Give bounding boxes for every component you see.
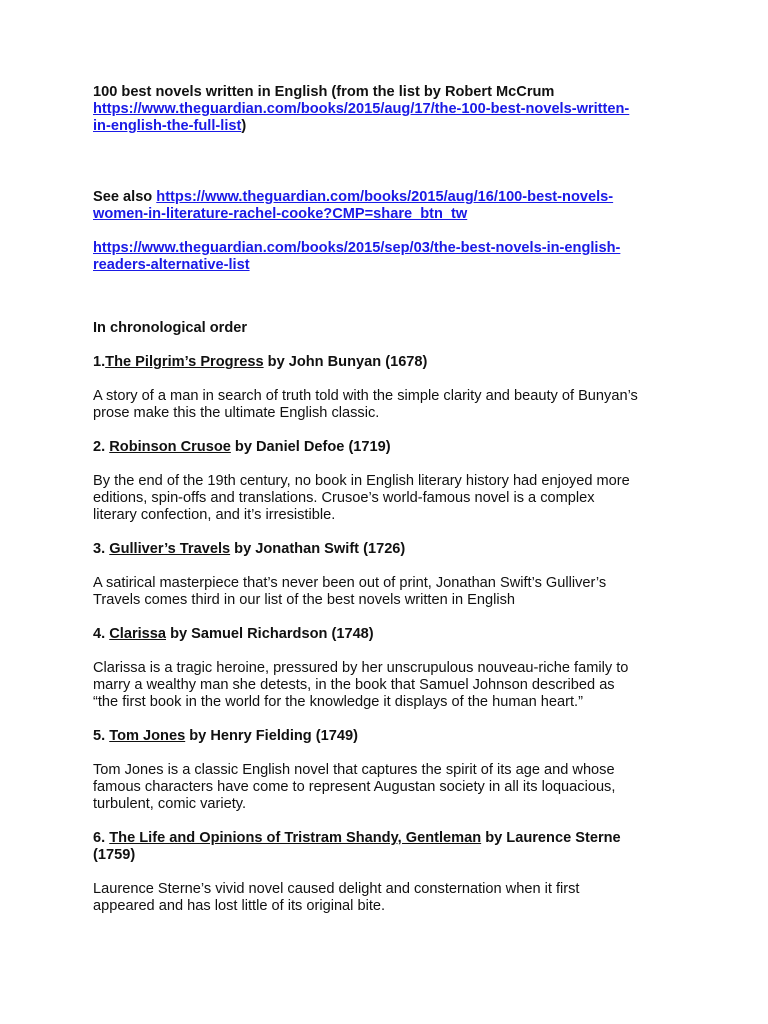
women-novels-link-line1[interactable]: https://www.theguardian.com/books/2015/aug/16/100-best-novels- <box>156 189 614 205</box>
entry-number: 6. <box>93 830 110 846</box>
entry-author-year: by Laurence Sterne <box>481 830 621 846</box>
entry-description: Laurence Sterne’s vivid novel caused delight and consternation when it first appeared and has lost little of its original bite. <box>93 881 580 914</box>
book-title: Clarissa <box>109 626 167 642</box>
entry-heading <box>93 830 693 864</box>
book-title: Gulliver’s Travels <box>109 541 231 557</box>
see-also-block <box>93 189 693 274</box>
alternative-list-link-line1[interactable]: https://www.theguardian.com/books/2015/sep/03/the-best-novels-in-english- <box>93 240 621 256</box>
entry-heading <box>93 541 693 558</box>
document-title: 100 best novels written in English (from the list by Robert McCrum <box>93 84 555 100</box>
document-page <box>93 84 693 915</box>
entry-author-year: by Daniel Defoe (1719) <box>230 439 391 455</box>
entry-description: Clarissa is a tragic heroine, pressured by her unscrupulous nouveau-riche family to marry a wealthy man she detests, in the book that Samuel Johnson described as “the first book in the world for the knowledge it displays of the human heart.” <box>93 660 629 710</box>
entry-author-year: by Jonathan Swift (1726) <box>230 541 406 557</box>
section-heading: In chronological order <box>93 320 248 336</box>
entry-author-year: by Samuel Richardson (1748) <box>166 626 374 642</box>
title-block <box>93 84 693 135</box>
alternative-list-paragraph <box>93 240 693 274</box>
closing-parenthesis: ) <box>241 118 247 134</box>
entry-heading <box>93 626 693 643</box>
book-title: The Pilgrim’s Progress <box>105 354 264 370</box>
entry-author-year: by John Bunyan (1678) <box>263 354 428 370</box>
entry-description: Tom Jones is a classic English novel that captures the spirit of its age and whose famous characters have come to represent Augustan society in all its loquacious, turbulent, comic variety. <box>93 762 616 812</box>
entry-number: 1. <box>93 354 106 370</box>
entry-number: 3. <box>93 541 110 557</box>
book-title: Tom Jones <box>109 728 186 744</box>
alternative-list-link-line2[interactable]: readers-alternative-list <box>93 257 250 273</box>
main-list-link-line2[interactable]: in-english-the-full-list <box>93 118 242 134</box>
entry-number: 5. <box>93 728 110 744</box>
entry-number: 4. <box>93 626 110 642</box>
main-link-paragraph <box>93 101 693 135</box>
entry-heading <box>93 728 693 745</box>
entry-heading <box>93 354 693 371</box>
women-novels-link-line2[interactable]: women-in-literature-rachel-cooke?CMP=share_btn_tw <box>93 206 468 222</box>
entry-year: (1759) <box>93 847 136 863</box>
book-title: Robinson Crusoe <box>109 439 231 455</box>
main-list-link-line1[interactable]: https://www.theguardian.com/books/2015/aug/17/the-100-best-novels-written- <box>93 101 630 117</box>
entry-description: By the end of the 19th century, no book in English literary history had enjoyed more editions, spin-offs and translations. Crusoe’s world-famous novel is a complex literary confection, and it’s irresistible. <box>93 473 630 523</box>
entry-author-year: by Henry Fielding (1749) <box>185 728 358 744</box>
entry-description: A satirical masterpiece that’s never been out of print, Jonathan Swift’s Gulliver’s Travels comes third in our list of the best novels written in English <box>93 575 607 608</box>
entry-description: A story of a man in search of truth told with the simple clarity and beauty of Bunyan’s prose make this the ultimate English classic. <box>93 388 638 421</box>
entry-heading <box>93 439 693 456</box>
book-title: The Life and Opinions of Tristram Shandy, Gentleman <box>109 830 482 846</box>
see-also-label: See also <box>93 189 157 205</box>
entry-number: 2. <box>93 439 110 455</box>
